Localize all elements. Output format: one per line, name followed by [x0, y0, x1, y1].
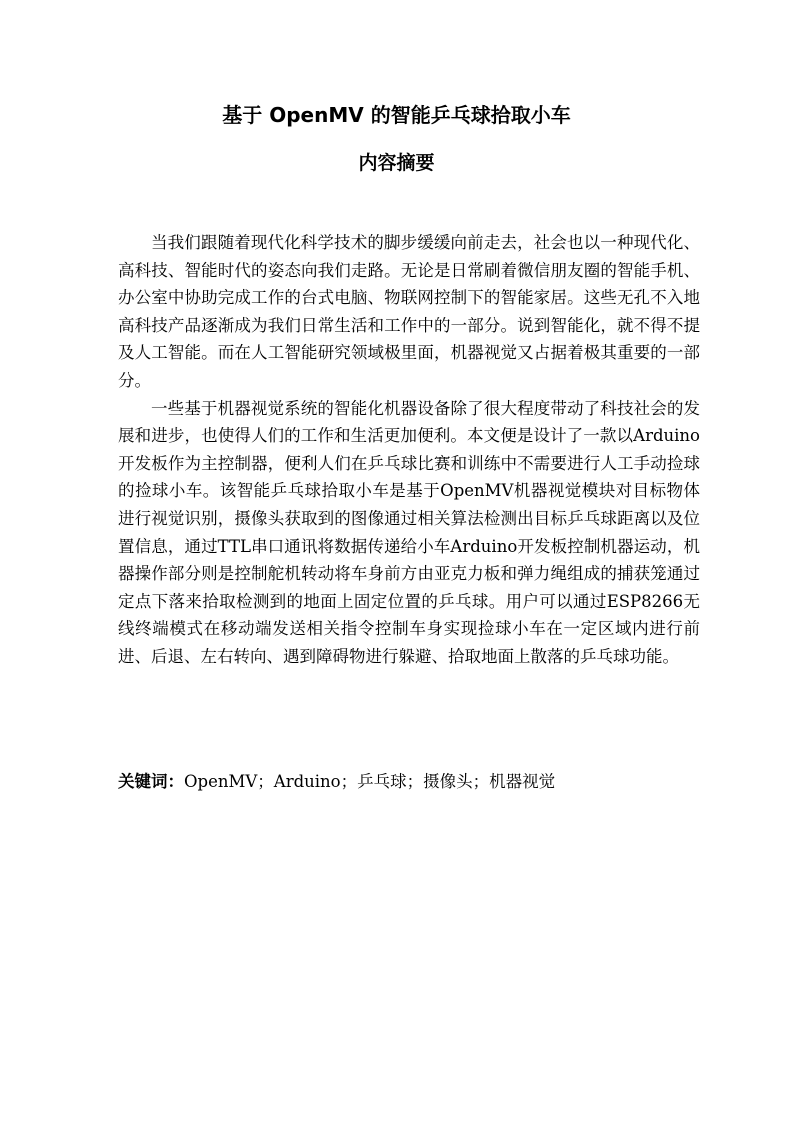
abstract-paragraph-2: 一些基于机器视觉系统的智能化机器设备除了很大程度带动了科技社会的发展和进步，也使得人们的工作和生活更加便利。本文便是设计了一款以Arduino开发板作为主控制器，便利人们在乒乓球比赛和训练中不需要进行人工手动捡球的捡球小车。该智能乒乓球拾取小车是基于OpenMV机器视觉模块对目标物体进行视觉识别，摄像头获取到的图像通过相关算法检测出目标乒乓球距离以及位置信息，通过TTL串口通讯将数据传递给小车Arduino开发板控制机器运动，机器操作部分则是控制舵机转动将车身前方由亚克力板和弹力绳组成的捕获笼通过定点下落来拾取检测到的地面上固定位置的乒乓球。用户可以通过ESP8266无线终端模式在移动端发送相关指令控制车身实现捡球小车在一定区域内进行前进、后退、左右转向、遇到障碍物进行躲避、拾取地面上散落的乒乓球功能。: [118, 398, 700, 666]
abstract-heading: 内容摘要: [358, 152, 435, 174]
document-title: 基于 OpenMV 的智能乒乓球拾取小车: [222, 103, 571, 127]
keywords-label: 关键词：: [118, 772, 184, 791]
abstract-paragraph-1: 当我们跟随着现代化科学技术的脚步缓缓向前走去，社会也以一种现代化、高科技、智能时代的姿态向我们走路。无论是日常刷着微信朋友圈的智能手机、办公室中协助完成工作的台式电脑、物联网控制下的智能家居。这些无孔不入地高科技产品逐渐成为我们日常生活和工作中的一部分。说到智能化，就不得不提及人工智能。而在人工智能研究领域极里面，机器视觉又占据着极其重要的一部分。: [118, 233, 700, 390]
keywords-list: OpenMV；Arduino；乒乓球；摄像头；机器视觉: [184, 772, 556, 791]
keywords-line: [118, 768, 700, 796]
abstract-body: [118, 229, 700, 671]
